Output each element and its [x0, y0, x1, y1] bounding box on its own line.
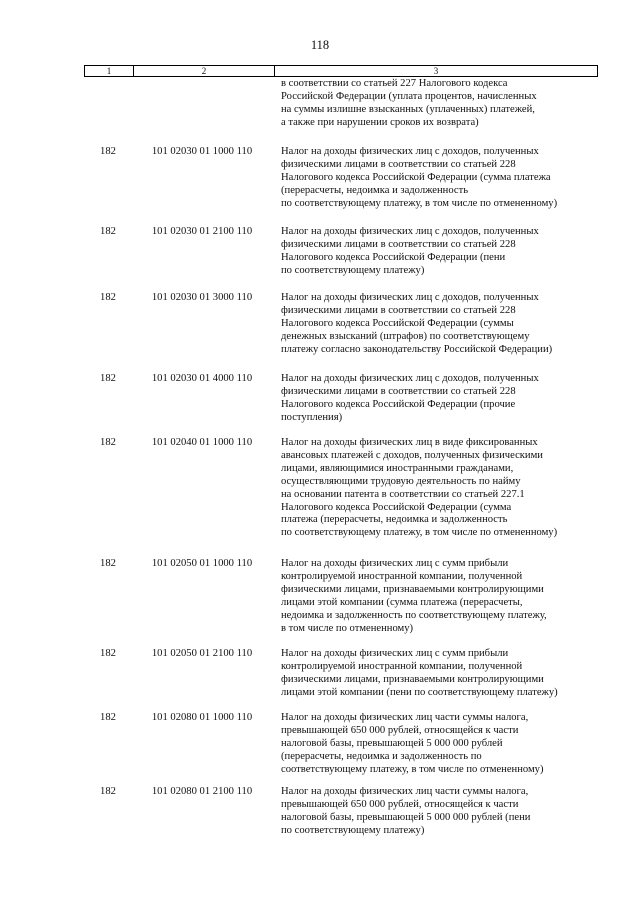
text-line: лицами, являющимися иностранными гражданами, — [281, 462, 514, 474]
admin-code: 182 — [100, 437, 116, 448]
description — [281, 292, 601, 357]
budget-code: 101 02040 01 1000 110 — [151, 437, 253, 448]
column-header-1: 1 — [85, 66, 134, 77]
text-line: физическими лицами, признаваемыми контролирующими — [281, 673, 544, 685]
admin-code: 182 — [100, 226, 116, 237]
budget-code: 101 02050 01 1000 110 — [151, 558, 253, 569]
text-line: налоговой базы, превышающей 5 000 000 рублей (пени — [281, 811, 531, 823]
text-line: физическими лицами в соответствии со статьей 228 — [281, 158, 516, 170]
text-line: (перерасчеты, недоимка и задолженность — [281, 184, 469, 196]
text-line: Налог на доходы физических лиц с доходов, полученных — [281, 373, 539, 384]
text-line: физическими лицами, признаваемыми контролирующими — [281, 583, 544, 595]
text-line: лицами этой компании (сумма платежа (перерасчеты, — [281, 596, 523, 608]
text-line: Налог на доходы физических лиц с доходов, полученных — [281, 226, 539, 237]
admin-code: 182 — [100, 373, 116, 384]
text-line: физическими лицами в соответствии со статьей 228 — [281, 238, 516, 250]
column-header-3: 3 — [275, 66, 598, 77]
text-line: Налог на доходы физических лиц с сумм прибыли — [281, 648, 509, 659]
text-line: (перерасчеты, недоимка и задолженность по — [281, 750, 482, 762]
text-line: в том числе по отмененному) — [281, 622, 414, 634]
text-line: по соответствующему платежу) — [281, 264, 425, 276]
text-line: превышающей 650 000 рублей, относящейся к части — [281, 724, 519, 736]
budget-code: 101 02030 01 3000 110 — [151, 292, 253, 303]
text-line: Российской Федерации (уплата процентов, начисленных — [281, 90, 537, 102]
column-header-2: 2 — [134, 66, 275, 77]
text-line: на суммы излишне взысканных (уплаченных) платежей, — [281, 103, 535, 115]
text-line: платежу согласно законодательству Российской Федерации) — [281, 343, 553, 355]
admin-code: 182 — [100, 558, 116, 569]
admin-code: 182 — [100, 146, 116, 157]
text-line: поступления) — [281, 411, 343, 423]
description — [281, 648, 601, 700]
text-line: контролируемой иностранной компании, полученной — [281, 660, 523, 672]
text-line: по соответствующему платежу) — [281, 824, 425, 836]
description — [281, 437, 601, 540]
text-line: Налог на доходы физических лиц с доходов, полученных — [281, 146, 539, 157]
page-number: 118 — [310, 38, 330, 52]
text-line: Налог на доходы физических лиц с сумм прибыли — [281, 558, 509, 569]
text-line: а также при нарушении сроков их возврата) — [281, 116, 479, 128]
text-line: Налог на доходы физических лиц с доходов, полученных — [281, 292, 539, 303]
text-line: авансовых платежей с доходов, полученных физическими — [281, 449, 543, 461]
description — [281, 146, 601, 211]
budget-code: 101 02050 01 2100 110 — [151, 648, 253, 659]
admin-code: 182 — [100, 786, 116, 797]
text-line: денежных взысканий (штрафов) по соответствующему — [281, 330, 530, 342]
text-line: соответствующему платежу, в том числе по отмененному) — [281, 763, 544, 775]
text-line: на основании патента в соответствии со статьей 227.1 — [281, 488, 525, 500]
text-line: платежа (перерасчеты, недоимка и задолженность — [281, 514, 508, 526]
text-line: Налогового кодекса Российской Федерации (пени — [281, 251, 506, 263]
description — [281, 226, 601, 278]
budget-code: 101 02030 01 1000 110 — [151, 146, 253, 157]
text-line: налоговой базы, превышающей 5 000 000 рублей — [281, 737, 503, 749]
text-line: Налогового кодекса Российской Федерации (суммы — [281, 317, 514, 329]
admin-code: 182 — [100, 712, 116, 723]
text-line: Налог на доходы физических лиц части суммы налога, — [281, 786, 529, 797]
budget-code: 101 02030 01 4000 110 — [151, 373, 253, 384]
continuation-text — [281, 78, 601, 130]
description — [281, 786, 601, 838]
text-line: Налогового кодекса Российской Федерации (сумма — [281, 501, 512, 513]
text-line: Налог на доходы физических лиц части суммы налога, — [281, 712, 529, 723]
text-line: Налогового кодекса Российской Федерации (прочие — [281, 398, 516, 410]
text-line: физическими лицами в соответствии со статьей 228 — [281, 304, 516, 316]
column-header-table — [84, 65, 598, 77]
text-line: в соответствии со статьей 227 Налогового кодекса — [281, 78, 508, 89]
text-line: Налогового кодекса Российской Федерации (сумма платежа — [281, 171, 551, 183]
text-line: лицами этой компании (пени по соответствующему платежу) — [281, 686, 558, 698]
text-line: превышающей 650 000 рублей, относящейся к части — [281, 798, 519, 810]
admin-code: 182 — [100, 292, 116, 303]
text-line: контролируемой иностранной компании, полученной — [281, 570, 523, 582]
budget-code: 101 02080 01 1000 110 — [151, 712, 253, 723]
text-line: по соответствующему платежу, в том числе по отмененному) — [281, 197, 558, 209]
text-line: осуществляющими трудовую деятельность по найму — [281, 475, 521, 487]
budget-code: 101 02080 01 2100 110 — [151, 786, 253, 797]
text-line: Налог на доходы физических лиц в виде фиксированных — [281, 437, 538, 448]
budget-code: 101 02030 01 2100 110 — [151, 226, 253, 237]
description — [281, 558, 601, 635]
description — [281, 373, 601, 425]
text-line: по соответствующему платежу, в том числе по отмененному) — [281, 527, 558, 539]
admin-code: 182 — [100, 648, 116, 659]
description — [281, 712, 601, 777]
text-line: физическими лицами в соответствии со статьей 228 — [281, 385, 516, 397]
text-line: недоимка и задолженность по соответствующему платежу, — [281, 609, 547, 621]
